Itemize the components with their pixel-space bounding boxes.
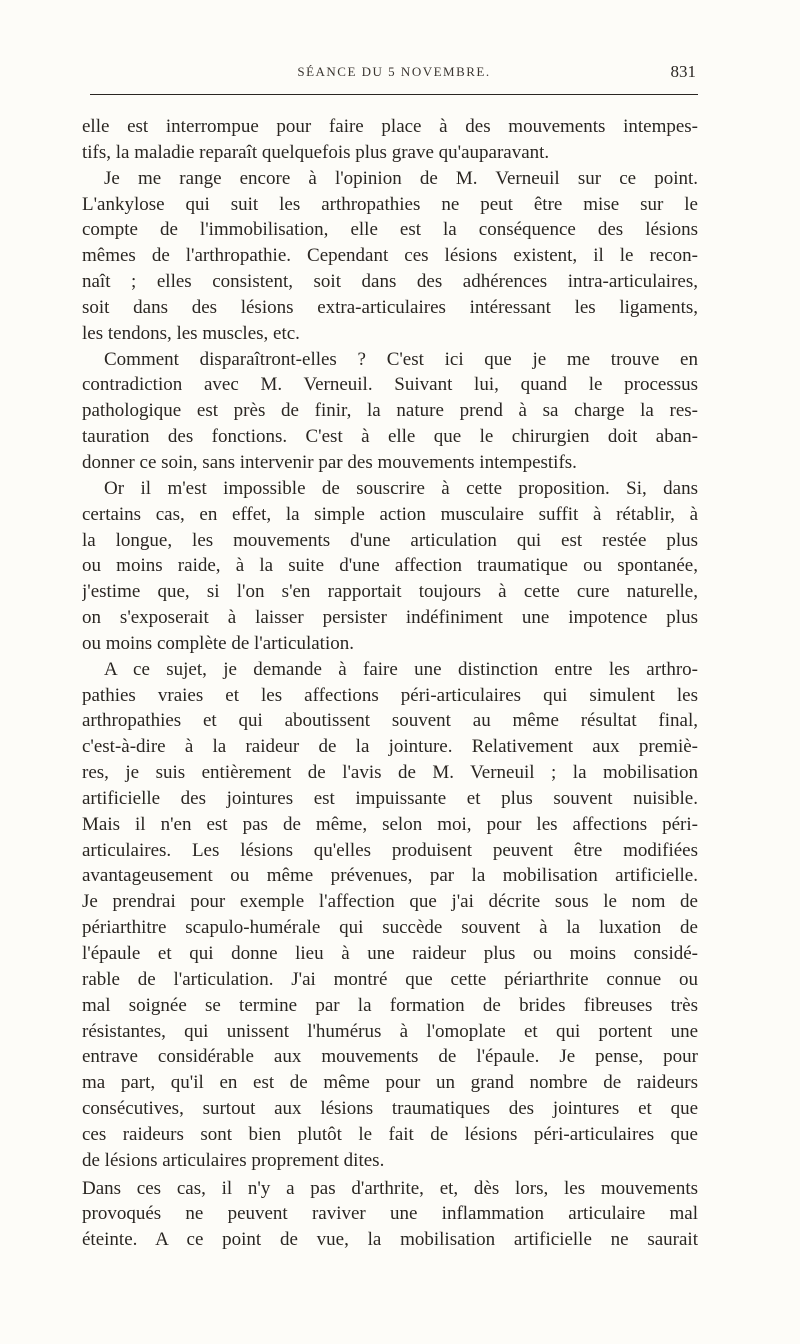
text-line: tauration des fonctions. C'est à elle que le chirurgien doit aban- — [82, 426, 698, 448]
text-line: A ce sujet, je demande à faire une distinction entre les arthro- — [104, 658, 698, 680]
text-line: la longue, les mouvements d'une articulation qui est restée plus — [82, 529, 698, 551]
text-line: périarthitre scapulo-humérale qui succède souvent à la luxation de — [82, 917, 698, 939]
text-line: elle est interrompue pour faire place à des mouvements intempes- — [82, 116, 698, 137]
body-text — [82, 114, 698, 1253]
running-head: SÉANCE DU 5 NOVEMBRE. — [297, 64, 491, 79]
text-line: avantageusement ou même prévenues, par la mobilisation artificielle. — [82, 865, 698, 887]
text-line: Or il m'est impossible de souscrire à cette proposition. Si, dans — [104, 477, 698, 499]
text-line: provoqués ne peuvent raviver une inflammation articulaire mal — [82, 1203, 698, 1225]
text-line: pathologique est près de finir, la nature prend à sa charge la res- — [82, 400, 698, 422]
text-line: mal soignée se termine par la formation de brides fibreuses très — [82, 994, 698, 1016]
text-line: on s'exposerait à laisser persister indéfiniment une impotence plus — [82, 607, 698, 629]
text-line: Mais il n'en est pas de même, selon moi, pour les affections péri- — [82, 813, 698, 835]
text-line: ma part, qu'il en est de même pour un grand nombre de raideurs — [82, 1072, 698, 1094]
text-line: Je me range encore à l'opinion de M. Verneuil sur ce point. — [104, 167, 698, 189]
text-line: certains cas, en effet, la simple action musculaire suffit à rétablir, à — [82, 503, 698, 525]
text-line: les tendons, les muscles, etc. — [82, 322, 300, 344]
header-rule — [90, 94, 698, 95]
text-line: c'est-à-dire à la raideur de la jointure. Relativement aux premiè- — [82, 736, 698, 758]
text-line: l'épaule et qui donne lieu à une raideur plus ou moins considé- — [82, 943, 698, 964]
text-line: arthropathies et qui aboutissent souvent au même résultat final, — [82, 710, 698, 732]
text-line: éteinte. A ce point de vue, la mobilisation artificielle ne saurait — [82, 1229, 698, 1251]
text-line: compte de l'immobilisation, elle est la conséquence des lésions — [82, 219, 698, 241]
text-line: Dans ces cas, il n'y a pas d'arthrite, et, dès lors, les mouvements — [82, 1177, 698, 1199]
text-line: naît ; elles consistent, soit dans des adhérences intra-articulaires, — [82, 271, 698, 293]
text-line: j'estime que, si l'on s'en rapportait toujours à cette cure naturelle, — [82, 581, 698, 603]
text-line: résistantes, qui unissent l'humérus à l'omoplate et qui portent une — [82, 1020, 698, 1042]
text-line: rable de l'articulation. J'ai montré que cette périarthrite connue ou — [82, 968, 698, 990]
text-line: tifs, la maladie reparaît quelquefois plus grave qu'auparavant. — [82, 141, 550, 163]
text-line: ou moins raide, à la suite d'une affection traumatique ou spontanée, — [82, 555, 698, 577]
text-line: artificielle des jointures est impuissante et plus souvent nuisible. — [82, 787, 698, 809]
text-line: soit dans des lésions extra-articulaires intéressant les ligaments, — [82, 296, 698, 318]
text-line: consécutives, surtout aux lésions traumatiques des jointures et que — [82, 1098, 698, 1120]
text-line: ces raideurs sont bien plutôt le fait de lésions péri-articulaires que — [82, 1123, 698, 1145]
text-line: Je prendrai pour exemple l'affection que j'ai décrite sous le nom de — [82, 891, 698, 913]
page-number: 831 — [670, 62, 696, 81]
text-line: L'ankylose qui suit les arthropathies ne peut être mise sur le — [82, 193, 698, 215]
text-line: articulaires. Les lésions qu'elles produisent peuvent être modifiées — [82, 839, 698, 861]
text-line: de lésions articulaires proprement dites. — [82, 1149, 385, 1171]
text-line: res, je suis entièrement de l'avis de M. Verneuil ; la mobilisation — [82, 762, 698, 784]
text-line: ou moins complète de l'articulation. — [82, 632, 354, 654]
text-line: contradiction avec M. Verneuil. Suivant lui, quand le processus — [82, 374, 698, 396]
text-line: donner ce soin, sans intervenir par des mouvements intempestifs. — [82, 451, 577, 473]
text-line: pathies vraies et les affections péri-articulaires qui simulent les — [82, 684, 698, 706]
page-header — [90, 62, 698, 86]
text-line: Comment disparaîtront-elles ? C'est ici que je me trouve en — [104, 348, 698, 370]
text-line: mêmes de l'arthropathie. Cependant ces lésions existent, il le recon- — [82, 245, 698, 267]
text-line: entrave considérable aux mouvements de l'épaule. Je pense, pour — [82, 1046, 698, 1068]
